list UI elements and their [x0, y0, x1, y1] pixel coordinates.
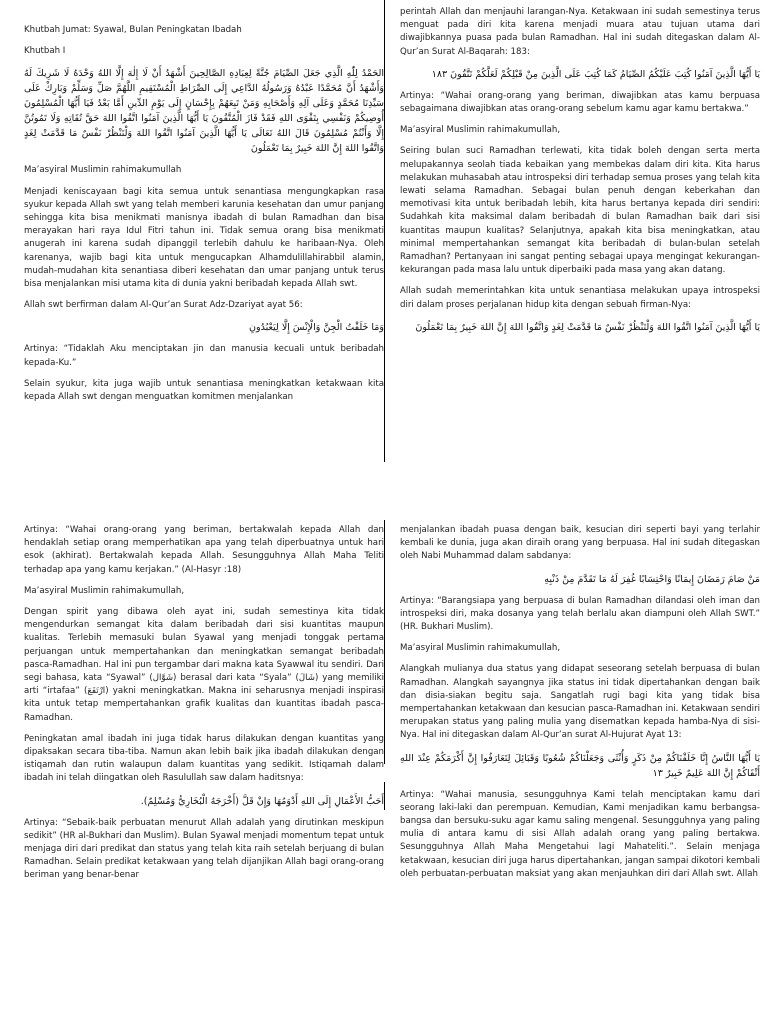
salutation: Ma’asyiral Muslimin rahimakumullah, [400, 643, 561, 654]
paragraph: menjalankan ibadah puasa dengan baik, kesucian diri seperti bayi yang terlahir kembali ke dunia, juga akan diraih orang yang berpuasa. Hal ini sudah ditegaskan oleh Nabi Muhammad dalam sabdanya: [400, 525, 760, 562]
arabic-hadith: أَحَبُّ الأَعْمَالِ إِلَى اللهِ أَدْوَمُهَا وَإِنْ قَلَّ (أَخْرَجَهُ الْبُخَارِيُّ وَمُسْلِمٌ). [140, 795, 384, 807]
paragraph: Artinya: “Barangsiapa yang berpuasa di bulan Ramadhan dilandasi oleh iman dan introspeksi diri, maka dosanya yang telah berlalu akan diampuni oleh Allah SWT.” (HR. Bukhari Muslim). [400, 595, 760, 633]
paragraph: perintah Allah dan menjauhi larangan-Nya. Ketakwaan ini sudah semestinya terus menguat pada diri kita karena menjadi muara atau tujuan utama dari diwajibkannya puasa pada bulan Ramadhan. Hal ini sudah ditegaskan dalam Al-Qur’an Surat Al-Baqarah: 183: [400, 7, 760, 57]
paragraph: Menjadi keniscayaan bagi kita semua untuk senantiasa mengungkapkan rasa syukur kepada Allah swt yang telah memberi karunia kesehatan dan umur panjang sehingga kita bisa menikmati manisnya ibadah di bulan Ramadhan dan bisa merayakan hari raya Idul Fitri tahun ini. Tidak semua orang bisa menikmati anugerah ini karena sudah dipanggil terlebih dahulu ke haribaan-Nya. Oleh karenanya, wajib bagi kita untuk mengucapkan Alhamdulillahirabbil alamin, mudah-mudahan kita senantiasa diberi kesehatan dan umar panjang untuk terus bisa menjalankan misi utama kita di dunia yakni beribadah kepada Allah swt. [24, 186, 384, 290]
paragraph: Allah sudah memerintahkan kita untuk senantiasa melakukan upaya introspeksi diri dalam proses perjalanan hidup kita dengan sebuah firman-Nya: [400, 286, 760, 310]
arabic-verse: يَا أَيُّهَا الَّذِينَ آمَنُوا اتَّقُوا اللهَ وَلْتَنْظُرْ نَفْسٌ مَا قَدَّمَتْ لِغَدٍ وَاتَّقُوا اللهَ إِنَّ اللهَ خَبِيرٌ بِمَا تَعْمَلُونَ [415, 321, 760, 333]
column-divider [384, 520, 385, 764]
salutation: Ma’asyiral Muslimin rahimakumullah, [400, 125, 561, 136]
paragraph: Artinya: “Wahai manusia, sesungguhnya Kami telah menciptakan kamu dari seorang laki-laki dan perempuan. Kemudian, Kami menjadikan kamu berbangsa-bangsa dan bersuku-suku agar kamu saling mengenal. Sesungguhnya yang paling mulia di antara kamu di sisi Allah adalah orang yang paling bertakwa. Sesungguhnya Allah Maha Mengetahui lagi Mahateliti.”. Selain menjaga ketakwaan, kesucian diri juga harus dipertahankan, jangan sampai dikotori kembali oleh perbuatan-perbuatan maksiat yang akan menjauhkan diri dari Allah swt. Allah [400, 789, 760, 879]
section-heading: Khutbah I [24, 46, 66, 57]
column-page2-right [400, 524, 760, 889]
column-page1-left [24, 24, 384, 412]
paragraph: Artinya: “Tidaklah Aku menciptakan jin dan manusia kecuali untuk beribadah kepada-Ku.” [24, 344, 384, 368]
paragraph: Selain syukur, kita juga wajib untuk senantiasa meningkatkan ketakwaan kita kepada Allah swt dengan menguatkan komitmen menjalankan [24, 378, 384, 403]
paragraph: Seiring bulan suci Ramadhan terlewati, kita tidak boleh dengan serta merta melupakannya seolah tiada kebaikan yang membekas dalam diri kita. Kita harus melakukan muhasabah atau introspeksi diri terhadap semua proses yang telah kita lewati selama Ramadhan. Sebagai bulan penuh dengan keberkahan dan memotivasi kita untuk beribadah lebih, kita harus bertanya kepada diri sendiri: Sudahkah kita maksimal dalam beribadah di bulan Ramadhan baik dari sisi kuantitas maupun kualitas? Selanjutnya, apakah kita bisa meningkatkan, atau minimal mempertahankan semangat kita beribadah di bulan-bulan setelah Ramadhan? Pertanyaan ini sangat penting sebagai upaya mengingat kekurangan-kekurangan pada masa lalu untuk diperbaiki pada masa yang akan datang. [400, 146, 760, 276]
document-title: Khutbah Jumat: Syawal, Bulan Peningkatan Ibadah [24, 25, 242, 35]
arabic-verse: وَمَا خَلَقْتُ الْجِنَّ وَالْإِنْسَ إِلَّا لِيَعْبُدُونِ [249, 322, 384, 334]
paragraph: Dengan spirit yang dibawa oleh ayat ini, sudah semestinya kita tidak mengendurkan semangat kita dalam beribadah dari sisi kuantitas maupun kualitas. Terlebih memasuki bulan Syawal yang menjadi tonggak pertama perjuangan untuk mempertahankan dan meningkatkan semangat beribadah pasca-Ramadhan. Hal ini pun tergambar dari makna kata Syawwal itu sendiri. Dari segi bahasa, kata “Syawal” (شَوَّال) berasal dari kata “Syala” (شَالَ) yang memiliki arti “irtafaa” (ارْتَفَعَ) yakni meningkatkan. Makna ini seharusnya menjadi inspirasi kita untuk tetap mempertahankan grafik kualitas dan kuantitas ibadah pasca-Ramadhan. [24, 607, 384, 723]
paragraph: Allah swt berfirman dalam Al-Qur’an Surat Adz-Dzariyat ayat 56: [24, 300, 303, 311]
column-divider [384, 782, 385, 810]
arabic-verse: يَا أَيُّهَا النَّاسُ إِنَّا خَلَقْنَاكُمْ مِنْ ذَكَرٍ وَأُنْثَى وَجَعَلْنَاكُمْ شُعُوبًا وَقَبَائِلَ لِتَعَارَفُوا إِنَّ أَكْرَمَكُمْ عِنْدَ اللهِ أَتْقَاكُمْ إِنَّ اللهَ عَلِيمٌ خَبِيرٌ ١٣ [400, 752, 760, 779]
arabic-opening: الحَمْدُ لِلّٰهِ الَّذِي جَعَلَ الصِّيَامَ جُنَّةً لِعِبَادِهِ الصَّالِحِينَ أَشْهَدُ أَنْ لَا إِلٰهَ إِلَّا اللهُ وَحْدَهُ لَا شَرِيكَ لَهُ وَأَشْهَدُ أَنَّ مُحَمَّدًا عَبْدُهُ وَرَسُولُهُ الدَّاعِي إِلَى الصِّرَاطِ الْمُسْتَقِيمِ اللَّهُمَّ صَلِّ وَسَلِّمْ وَبَارِكْ عَلَى سَيِّدِنَا مُحَمَّدٍ وَعَلَى آلِهِ وَأَصْحَابِهِ وَمَنْ تَبِعَهُمْ بِإِحْسَانٍ إِلَى يَوْمِ الدِّينِ أَمَّا بَعْدُ فَيَا أَيُّهَا الْمُسْلِمُونَ أُوصِيكُمْ وَنَفْسِي بِتَقْوَى اللهِ فَقَدْ فَازَ الْمُتَّقُونَ يَا أَيُّهَا الَّذِينَ آمَنُوا اتَّقُوا اللهَ حَقَّ تُقَاتِهِ وَلَا تَمُوتُنَّ إِلَّا وَأَنْتُمْ مُسْلِمُونَ قَالَ اللهُ تَعَالَى يَا أَيُّهَا الَّذِينَ آمَنُوا اتَّقُوا اللهَ وَلْتَنْظُرْ نَفْسٌ مَا قَدَّمَتْ لِغَدٍ وَاتَّقُوا اللهَ إِنَّ اللهَ خَبِيرٌ بِمَا تَعْمَلُونَ [24, 68, 384, 155]
arabic-verse: يَا أَيُّهَا الَّذِينَ آمَنُوا كُتِبَ عَلَيْكُمُ الصِّيَامُ كَمَا كُتِبَ عَلَى الَّذِينَ مِنْ قَبْلِكُمْ لَعَلَّكُمْ تَتَّقُونَ ١٨٣ [431, 68, 760, 80]
column-page2-left [24, 524, 384, 891]
paragraph: Artinya: “Wahai orang-orang yang beriman, diwajibkan atas kamu berpuasa sebagaimana diwajibkan atas orang-orang sebelum kamu agar kamu bertakwa.” [400, 90, 760, 115]
arabic-hadith: مَنْ صَامَ رَمَضَانَ إِيمَانًا وَاحْتِسَابًا غُفِرَ لَهُ مَا تَقَدَّمَ مِنْ ذَنْبِهِ [544, 573, 760, 585]
salutation: Ma’asyiral Muslimin rahimakumullah [24, 165, 182, 176]
paragraph: Peningkatan amal ibadah ini juga tidak harus dilakukan dengan kuantitas yang dipaksakan secara tiba-tiba. Namun akan lebih baik jika ibadah dilakukan dengan istiqamah dan rutin walaupun dalam kuantitas yang sedikit. Istiqamah dalam ibadah ini telah diingatkan oleh Rasulullah saw dalam haditsnya: [24, 733, 384, 784]
paragraph: Alangkah mulianya dua status yang didapat seseorang setelah berpuasa di bulan Ramadhan. Alangkah sayangnya jika status ini tidak dipertahankan dengan baik dan disia-siakan begitu saja. Sangatlah rugi bagi kita yang tidak bisa mempertahankan ketakwaan dan kesucian pasca-Ramadhan ini. Ketakwaan sendiri merupakan status yang paling mulia yang disematkan kepada hamba-Nya di sisi-Nya. Hal ini ditegaskan dalam Al-Qur’an surat Al-Hujurat Ayat 13: [400, 664, 760, 741]
salutation: Ma’asyiral Muslimin rahimakumullah, [24, 585, 185, 596]
paragraph: Artinya: “Wahai orang-orang yang beriman, bertakwalah kepada Allah dan hendaklah setiap orang memperhatikan apa yang telah diperbuatnya untuk hari esok (akhirat). Bertakwalah kepada Allah. Sesungguhnya Allah Maha Teliti terhadap apa yang kamu kerjakan.” (Al-Hasyr :18) [24, 525, 384, 575]
paragraph: Artinya: “Sebaik-baik perbuatan menurut Allah adalah yang dirutinkan meskipun sedikit” (HR al-Bukhari dan Muslim). Bulan Syawal menjadi momentum tepat untuk menjaga diri dari predikat dan status yang telah kita raih setelah berjuang di bulan Ramadhan. Selain predikat ketakwaan yang telah dijanjikan Allah bagi orang-orang beriman yang benar-benar [24, 817, 384, 881]
column-divider [384, 0, 385, 462]
column-page1-right [400, 6, 760, 343]
